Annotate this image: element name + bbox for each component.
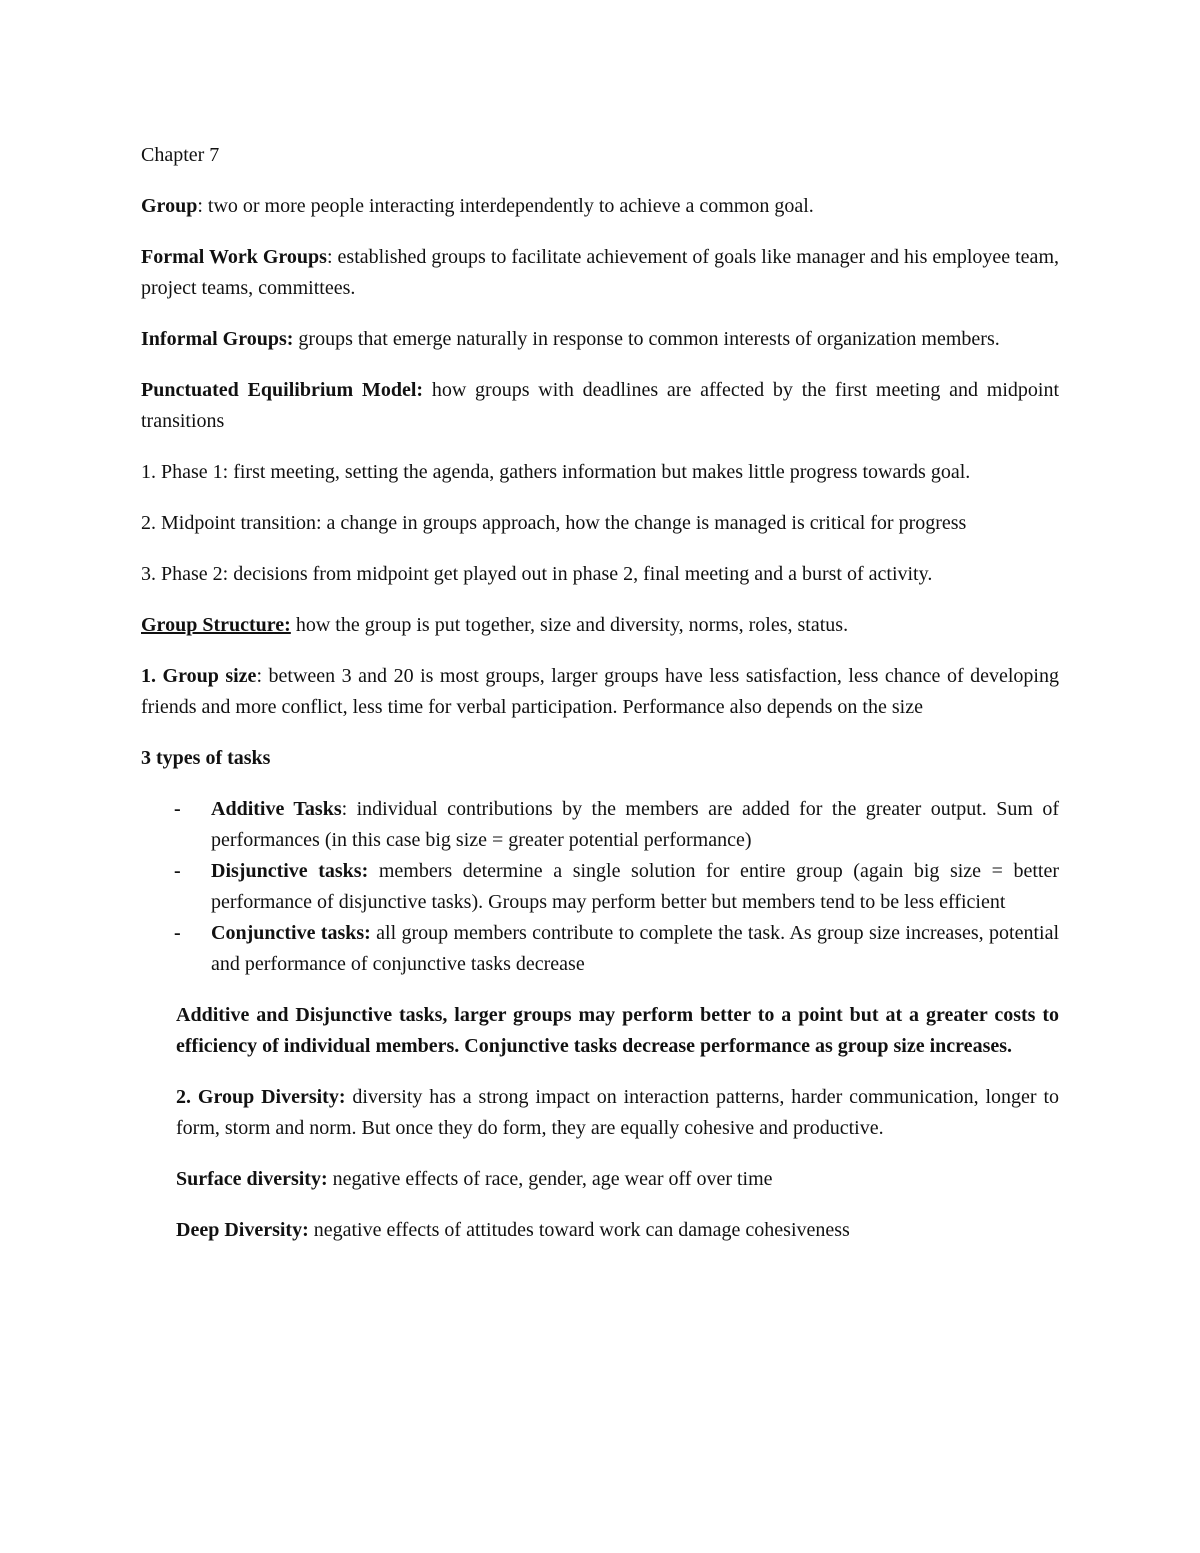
group-diversity-term: 2. Group Diversity: [176,1086,346,1108]
group-size-text: : between 3 and 20 is most groups, larger groups have less satisfaction, less chance of developing friends and more conflict, less time for verbal participation. Performance also depends on the size [141,665,1059,718]
group-text: : two or more people interacting interdependently to achieve a common goal. [197,195,814,217]
group-structure-text: how the group is put together, size and diversity, norms, roles, status. [290,614,849,636]
group-size-definition [141,661,1059,723]
group-diversity-text: diversity has a strong impact on interaction patterns, harder communication, longer to form, storm and norm. But once they do form, they are equally cohesive and productive. [176,1086,1059,1139]
list-item [141,794,1059,856]
formal-groups-definition [141,242,1059,304]
informal-groups-text: groups that emerge naturally in response to common interests of organization members. [293,328,1000,350]
surface-diversity-text: negative effects of race, gender, age wear off over time [327,1168,773,1190]
chapter-title: Chapter 7 [141,144,220,166]
phase-item: 1. Phase 1: first meeting, setting the agenda, gathers information but makes little progress towards goal. [141,461,971,483]
document-page [141,140,1059,1266]
task-text: all group members contribute to complete the task. As group size increases, potential and performance of conjunctive tasks decrease [211,922,1060,975]
summary-paragraph: Additive and Disjunctive tasks, larger groups may perform better to a point but at a greater costs to efficiency of individual members. Conjunctive tasks decrease performance as group size increases. [176,1004,1059,1057]
pem-definition [141,375,1059,437]
surface-diversity-definition [176,1164,1059,1195]
task-term: Additive Tasks [211,798,342,820]
formal-groups-term: Formal Work Groups [141,246,327,268]
group-structure-term: Group Structure: [141,614,291,636]
dash-bullet: - [174,860,181,882]
list-item [141,856,1059,918]
informal-groups-term: Informal Groups: [141,328,294,350]
deep-diversity-definition [176,1215,1059,1246]
surface-diversity-term: Surface diversity: [176,1168,328,1190]
deep-diversity-term: Deep Diversity: [176,1219,309,1241]
deep-diversity-text: negative effects of attitudes toward work can damage cohesiveness [308,1219,850,1241]
informal-groups-definition [141,324,1059,355]
group-structure-definition [141,610,1059,641]
group-definition [141,191,1059,222]
group-diversity-definition [176,1082,1059,1144]
list-item [141,918,1059,980]
task-term: Conjunctive tasks: [211,922,371,944]
task-text: members determine a single solution for entire group (again big size = better performance of disjunctive tasks). Groups may perform better but members tend to be less efficient [211,860,1060,913]
pem-term: Punctuated Equilibrium Model: [141,379,424,401]
dash-bullet: - [174,922,181,944]
task-text: : individual contributions by the members are added for the greater output. Sum of performances (in this case big size = greater potential performance) [211,798,1060,851]
phase-item: 3. Phase 2: decisions from midpoint get played out in phase 2, final meeting and a burst of activity. [141,563,933,585]
pem-text: how groups with deadlines are affected by the first meeting and midpoint transitions [141,379,1059,432]
formal-groups-text: : established groups to facilitate achievement of goals like manager and his employee team, project teams, committees. [141,246,1059,299]
task-heading: 3 types of tasks [141,747,271,769]
phase-item: 2. Midpoint transition: a change in groups approach, how the change is managed is critical for progress [141,512,967,534]
group-term: Group [141,195,198,217]
dash-bullet: - [174,798,181,820]
group-size-term: 1. Group size [141,665,257,687]
task-term: Disjunctive tasks: [211,860,369,882]
task-list [141,794,1059,980]
